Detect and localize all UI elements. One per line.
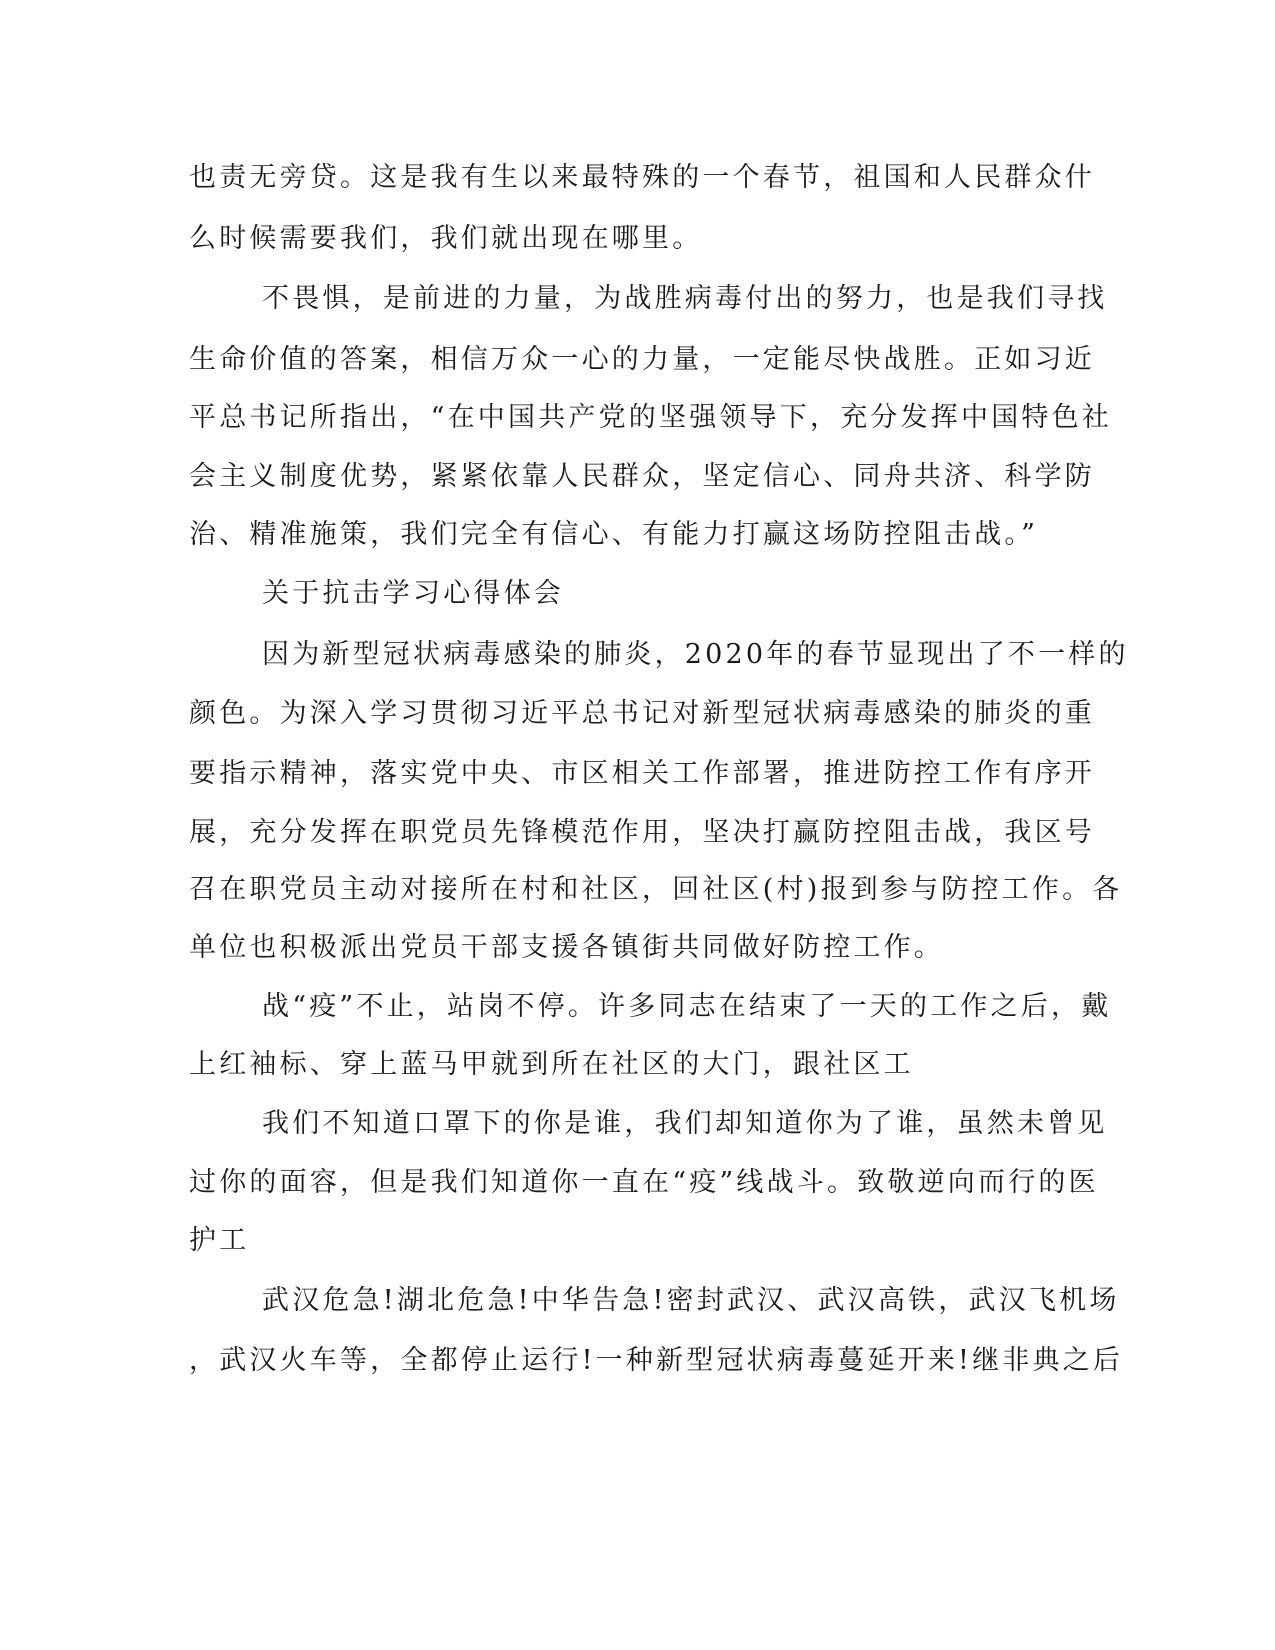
text-line: 展，充分发挥在职党员先锋模范作用，坚决打赢防控阻击战，我区号 (189, 817, 1095, 848)
text-line: ，武汉火车等，全都停止运行!一种新型冠状病毒蔓延开来!继非典之后 (189, 1345, 1124, 1376)
text-line: 上红袖标、穿上蓝马甲就到所在社区的大门，跟社区工 (189, 1049, 914, 1080)
text-line: 么时候需要我们，我们就出现在哪里。 (189, 223, 703, 254)
paragraph-first-line: 武汉危急!湖北危急!中华告急!密封武汉、武汉高铁，武汉飞机场 (262, 1285, 1120, 1316)
text-line: 平总书记所指出，“在中国共产党的坚强领导下，充分发挥中国特色社 (189, 402, 1113, 433)
paragraph-first-line: 不畏惧，是前进的力量，为战胜病毒付出的努力，也是我们寻找 (262, 283, 1108, 314)
text-line: 要指示精神，落实党中央、市区相关工作部署，推进防控工作有序开 (189, 758, 1095, 789)
text-line: 也责无旁贷。这是我有生以来最特殊的一个春节，祖国和人民群众什 (189, 162, 1095, 193)
text-line: 护工 (189, 1225, 250, 1256)
text-line: 会主义制度优势，紧紧依靠人民群众，坚定信心、同舟共济、科学防 (189, 461, 1095, 492)
paragraph-first-line: 因为新型冠状病毒感染的肺炎，2020年的春节显现出了不一样的 (262, 639, 1129, 670)
text-line: 颜色。为深入学习贯彻习近平总书记对新型冠状病毒感染的肺炎的重 (189, 698, 1095, 729)
text-line: 单位也积极派出党员干部支援各镇街共同做好防控工作。 (189, 932, 944, 963)
text-line: 治、精准施策，我们完全有信心、有能力打赢这场防控阻击战。” (189, 519, 1039, 550)
paragraph-first-line: 我们不知道口罩下的你是谁，我们却知道你为了谁，虽然未曾见 (262, 1108, 1108, 1139)
text-line: 生命价值的答案，相信万众一心的力量，一定能尽快战胜。正如习近 (189, 344, 1095, 375)
text-line: 召在职党员主动对接所在村和社区，回社区(村)报到参与防控工作。各 (189, 874, 1123, 905)
text-line: 过你的面容，但是我们知道你一直在“疫”线战斗。致敬逆向而行的医 (189, 1167, 1099, 1198)
section-heading: 关于抗击学习心得体会 (262, 578, 564, 609)
paragraph-first-line: 战“疫”不止，站岗不停。许多同志在结束了一天的工作之后，戴 (262, 991, 1112, 1022)
